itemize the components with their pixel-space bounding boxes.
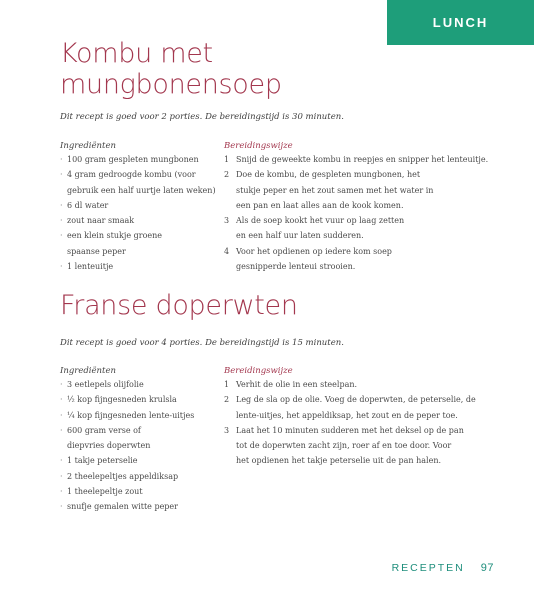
recipe-title — [60, 38, 500, 100]
step-number: 1 — [224, 380, 230, 389]
recipe-kombu — [60, 38, 500, 272]
step-text: het opdienen het takje peterselie uit de pan halen. — [236, 456, 442, 466]
method-column — [224, 141, 504, 274]
recipe-title: Franse doperwten — [60, 290, 298, 321]
step-number: 3 — [224, 425, 230, 435]
bullet-icon: · — [60, 410, 63, 420]
ingredient-item — [60, 499, 220, 514]
method-step — [236, 259, 504, 274]
method-step — [236, 453, 504, 468]
method-column — [224, 366, 504, 469]
ingredients-column — [60, 141, 220, 274]
ingredient-item — [60, 469, 220, 484]
bullet-icon: · — [60, 395, 63, 405]
method-heading: Bereidingswijze — [224, 141, 293, 151]
ingredient-text: snufje gemalen witte peper — [67, 502, 178, 512]
ingredient-text: 4 gram gedroogde kombu (voor — [67, 170, 196, 180]
ingredient-text: diepvries doperwten — [67, 441, 151, 451]
bullet-icon: · — [60, 425, 63, 435]
bullet-icon: · — [60, 200, 63, 210]
ingredients-column — [60, 366, 220, 515]
method-step — [236, 228, 504, 243]
page-number: 97 — [480, 562, 494, 574]
step-text: Verhit de olie in een steelpan. — [236, 380, 358, 389]
ingredients-list — [60, 152, 220, 274]
ingredient-text: ½ kop fijngesneden krulsla — [67, 395, 177, 405]
bullet-icon: · — [60, 262, 63, 272]
method-step — [224, 244, 504, 259]
step-number: 2 — [224, 170, 230, 180]
ingredient-text: spaanse peper — [67, 246, 126, 256]
ingredient-item — [60, 228, 220, 243]
bullet-icon: · — [60, 231, 63, 241]
recipe-title-line1: Kombu met — [60, 38, 213, 69]
bullet-icon: · — [60, 456, 63, 466]
ingredient-text: 1 theelepeltje zout — [67, 487, 143, 497]
method-step — [236, 183, 504, 198]
method-step — [224, 167, 504, 182]
bullet-icon: · — [60, 380, 63, 389]
ingredient-item — [60, 167, 220, 182]
recipe-intro: Dit recept is goed voor 4 porties. De bereidingstijd is 15 minuten. — [60, 338, 344, 348]
ingredients-heading: Ingrediënten — [60, 141, 116, 151]
step-text: lente-uitjes, het appeldiksap, het zout en de peper toe. — [236, 410, 458, 420]
ingredient-item — [60, 438, 220, 453]
method-step — [236, 438, 504, 453]
ingredient-text: een klein stukje groene — [67, 231, 163, 241]
ingredient-text: 2 theelepeltjes appeldiksap — [67, 471, 179, 481]
method-step — [224, 213, 504, 228]
bullet-icon: · — [60, 155, 63, 164]
recipe-intro: Dit recept is goed voor 2 porties. De bereidingstijd is 30 minuten. — [60, 112, 344, 122]
method-step — [224, 377, 504, 392]
bullet-icon: · — [60, 502, 63, 512]
ingredient-item — [60, 152, 220, 167]
method-steps — [224, 152, 504, 274]
step-number: 2 — [224, 395, 230, 405]
ingredient-text: 1 lenteuitje — [67, 262, 114, 272]
footer-section-label: RECEPTEN — [391, 562, 465, 574]
step-number: 1 — [224, 155, 230, 164]
ingredient-text: ¼ kop fijngesneden lente-uitjes — [67, 410, 195, 420]
section-tab-label: LUNCH — [432, 15, 489, 30]
method-steps — [224, 377, 504, 469]
ingredient-item — [60, 259, 220, 274]
method-step — [236, 198, 504, 213]
ingredient-text: zout naar smaak — [67, 216, 135, 226]
ingredient-item — [60, 213, 220, 228]
step-text: Snijd de geweekte kombu in reepjes en snipper het lenteuitje. — [236, 155, 489, 164]
ingredient-item — [60, 392, 220, 407]
ingredient-text: 6 dl water — [67, 200, 109, 210]
step-text: en een half uur laten sudderen. — [236, 231, 364, 241]
ingredient-item — [60, 453, 220, 468]
step-text: Leg de sla op de olie. Voeg de doperwten, de peterselie, de — [236, 395, 476, 405]
ingredient-text: 3 eetlepels olijfolie — [67, 380, 144, 389]
step-text: Voor het opdienen op iedere kom soep — [236, 246, 392, 256]
step-text: stukje peper en het zout samen met het water in — [236, 185, 434, 195]
ingredients-heading: Ingrediënten — [60, 366, 116, 376]
method-step — [224, 392, 504, 407]
ingredients-list — [60, 377, 220, 515]
step-text: Laat het 10 minuten sudderen met het deksel op de pan — [236, 425, 464, 435]
method-step — [224, 423, 504, 438]
recipe-body — [60, 141, 500, 291]
bullet-icon: · — [60, 471, 63, 481]
step-number: 4 — [224, 246, 230, 256]
bullet-icon: · — [60, 216, 63, 226]
ingredient-text: 1 takje peterselie — [67, 456, 138, 466]
step-text: Als de soep kookt het vuur op laag zetten — [236, 216, 405, 226]
ingredient-item — [60, 377, 220, 392]
bullet-icon: · — [60, 487, 63, 497]
step-text: een pan en laat alles aan de kook komen. — [236, 200, 404, 210]
recipe-title-line2: mungbonensoep — [60, 69, 282, 100]
recipe-body — [60, 366, 500, 526]
page-footer — [392, 562, 494, 574]
step-number: 3 — [224, 216, 230, 226]
ingredient-text: 600 gram verse of — [67, 425, 141, 435]
ingredient-item — [60, 484, 220, 499]
recipe-doperwten — [60, 290, 500, 512]
ingredient-item — [60, 423, 220, 438]
method-step — [224, 152, 504, 167]
ingredient-text: 100 gram gespleten mungbonen — [67, 155, 199, 164]
method-step — [236, 408, 504, 423]
ingredient-item — [60, 198, 220, 213]
bullet-icon: · — [60, 170, 63, 180]
step-text: Doe de kombu, de gespleten mungbonen, het — [236, 170, 421, 180]
step-text: tot de doperwten zacht zijn, roer af en toe door. Voor — [236, 441, 452, 451]
method-heading: Bereidingswijze — [224, 366, 293, 376]
ingredient-item — [60, 408, 220, 423]
ingredient-item — [60, 183, 220, 198]
step-text: gesnipperde lenteui strooien. — [236, 262, 356, 272]
ingredient-text: gebruik een half uurtje laten weken) — [67, 185, 216, 195]
ingredient-item — [60, 244, 220, 259]
